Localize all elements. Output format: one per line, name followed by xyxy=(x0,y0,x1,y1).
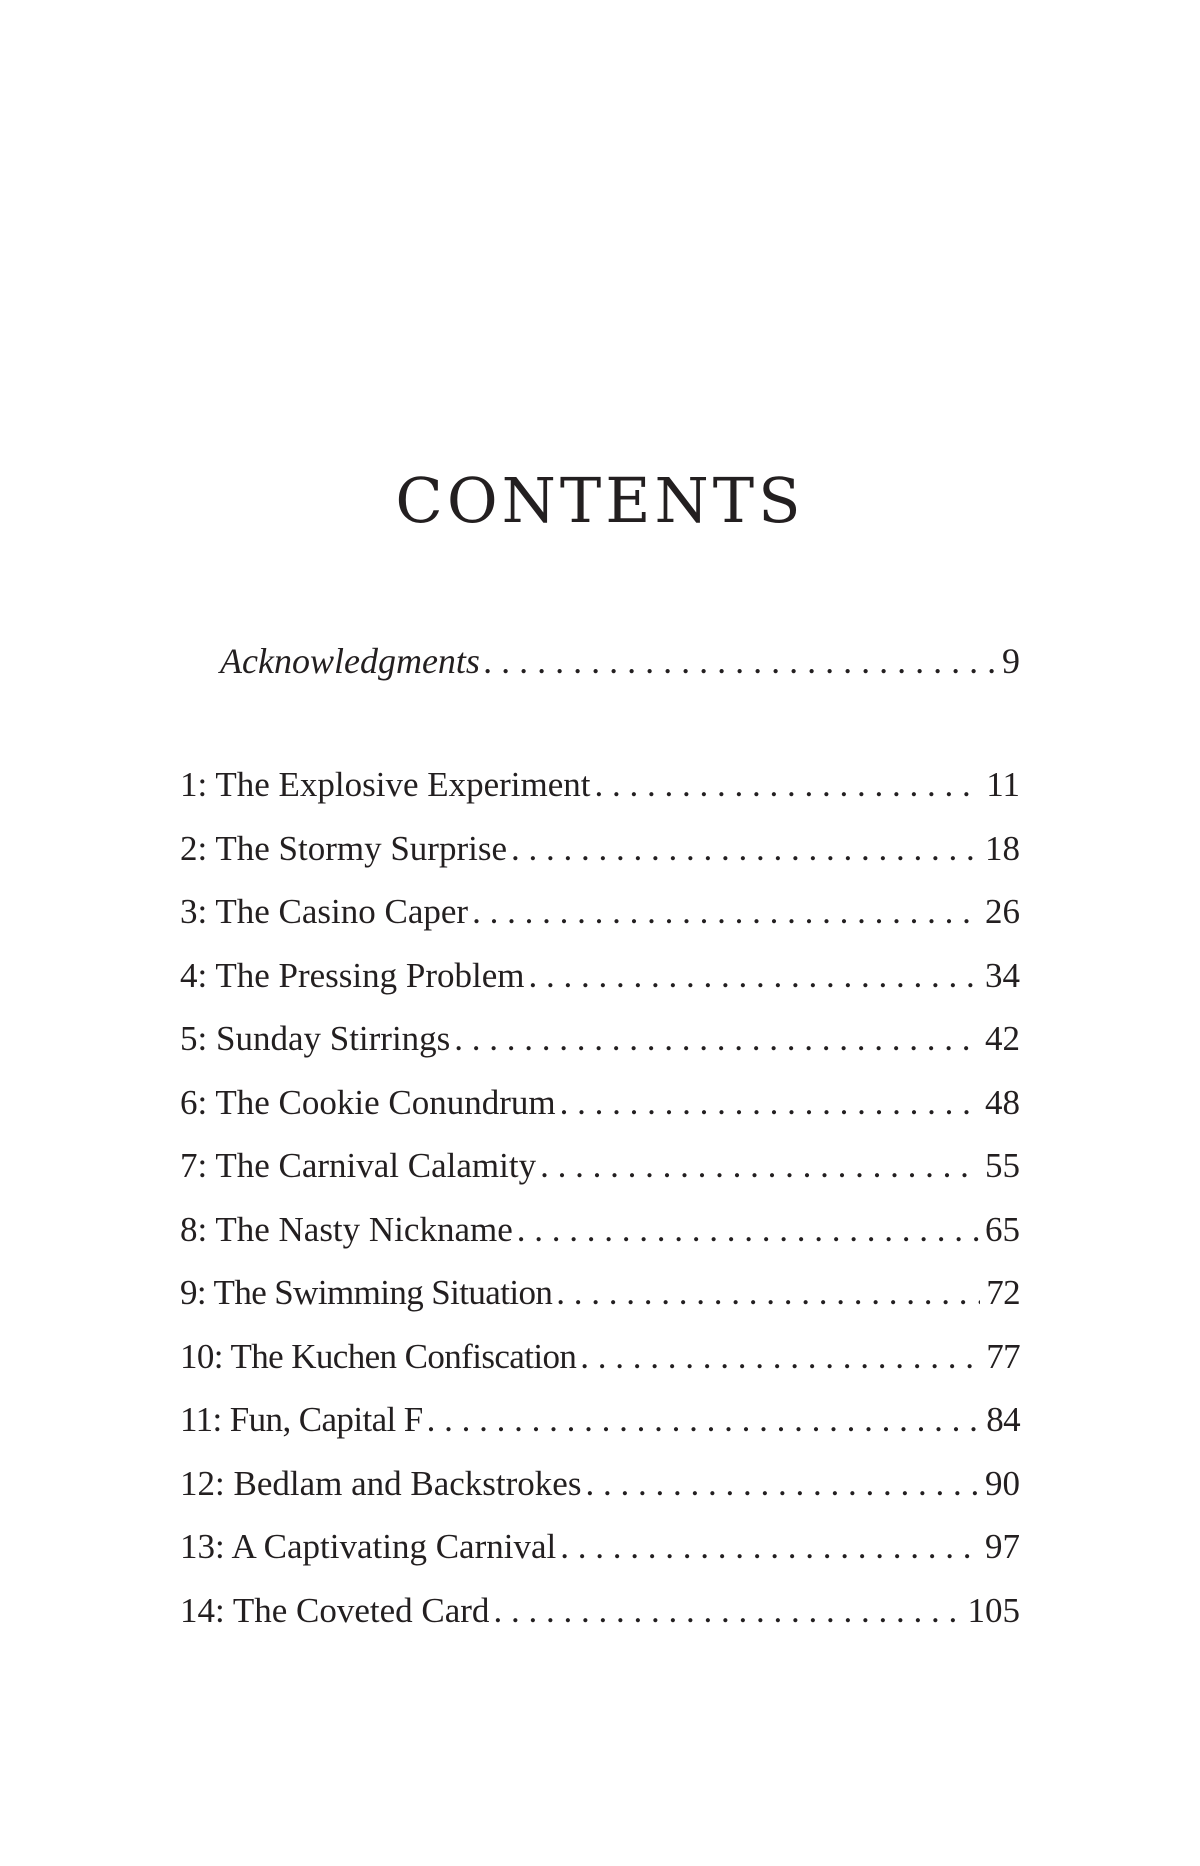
dot-leader xyxy=(511,831,979,866)
toc-entry-label: 12: Bedlam and Backstrokes xyxy=(180,1464,582,1503)
dot-leader xyxy=(517,1212,979,1247)
toc-entry-chapter-14 xyxy=(180,1593,1020,1628)
toc-entry-chapter-9 xyxy=(180,1275,1020,1310)
toc-entry-chapter-10 xyxy=(180,1339,1020,1374)
toc-entry-label: 7: The Carnival Calamity xyxy=(180,1146,537,1185)
toc-entry-acknowledgments xyxy=(220,643,1020,679)
toc-entry-page: 18 xyxy=(985,829,1020,868)
toc-entry-page: 90 xyxy=(985,1464,1020,1503)
toc-entry-label: 6: The Cookie Conundrum xyxy=(180,1083,556,1122)
toc-entry-page: 11 xyxy=(986,765,1020,804)
dot-leader xyxy=(454,1021,979,1056)
toc-entry-page: 72 xyxy=(986,1273,1020,1312)
toc-entry-label: 4: The Pressing Problem xyxy=(180,956,525,995)
dot-leader xyxy=(595,767,981,802)
toc-entry-chapter-5 xyxy=(180,1021,1020,1056)
toc-entry-label: 8: The Nasty Nickname xyxy=(180,1210,513,1249)
toc-entry-label: 5: Sunday Stirrings xyxy=(180,1019,451,1058)
dot-leader xyxy=(427,1402,981,1437)
toc-entry-label: 13: A Captivating Carnival xyxy=(180,1527,557,1566)
toc-entry-label: 10: The Kuchen Confiscation xyxy=(180,1337,577,1376)
dot-leader xyxy=(484,643,996,679)
toc-entry-page: 84 xyxy=(986,1400,1020,1439)
dot-leader xyxy=(528,958,979,993)
toc-entry-chapter-3 xyxy=(180,894,1020,929)
toc-entry-chapter-1 xyxy=(180,767,1020,802)
toc-entry-page: 105 xyxy=(967,1591,1020,1630)
toc-entry-page: 48 xyxy=(985,1083,1020,1122)
dot-leader xyxy=(493,1593,961,1628)
toc-entry-chapter-7 xyxy=(180,1148,1020,1183)
toc-entry-chapter-8 xyxy=(180,1212,1020,1247)
toc-entry-label: 11: Fun, Capital F xyxy=(180,1400,423,1439)
dot-leader xyxy=(556,1275,980,1310)
toc-entry-page: 26 xyxy=(985,892,1020,931)
dot-leader xyxy=(540,1148,979,1183)
dot-leader xyxy=(472,894,979,929)
toc-entry-chapter-13 xyxy=(180,1529,1020,1564)
dot-leader xyxy=(585,1466,979,1501)
toc-entry-label: 1: The Explosive Experiment xyxy=(180,765,591,804)
toc-entry-page: 42 xyxy=(985,1019,1020,1058)
toc-entry-page: 97 xyxy=(985,1527,1020,1566)
toc-entry-label: 2: The Stormy Surprise xyxy=(180,829,507,868)
toc-entry-page: 65 xyxy=(985,1210,1020,1249)
toc-entry-page: 55 xyxy=(985,1146,1020,1185)
toc-entry-chapter-11 xyxy=(180,1402,1020,1437)
toc-entry-chapter-6 xyxy=(180,1085,1020,1120)
toc-entry-chapter-2 xyxy=(180,831,1020,866)
dot-leader xyxy=(560,1085,979,1120)
toc-entry-chapter-4 xyxy=(180,958,1020,993)
dot-leader xyxy=(560,1529,979,1564)
page-title: CONTENTS xyxy=(395,464,805,537)
toc-entry-label: 14: The Coveted Card xyxy=(180,1591,490,1630)
dot-leader xyxy=(580,1339,980,1374)
toc-entry-page: 9 xyxy=(1002,641,1020,681)
toc-entry-page: 34 xyxy=(985,956,1020,995)
toc-entry-page: 77 xyxy=(986,1337,1020,1376)
toc-entry-chapter-12 xyxy=(180,1466,1020,1501)
toc-entry-label: 3: The Casino Caper xyxy=(180,892,469,931)
toc-entry-label: 9: The Swimming Situation xyxy=(180,1273,553,1312)
toc-entry-label: Acknowledgments xyxy=(220,641,480,681)
